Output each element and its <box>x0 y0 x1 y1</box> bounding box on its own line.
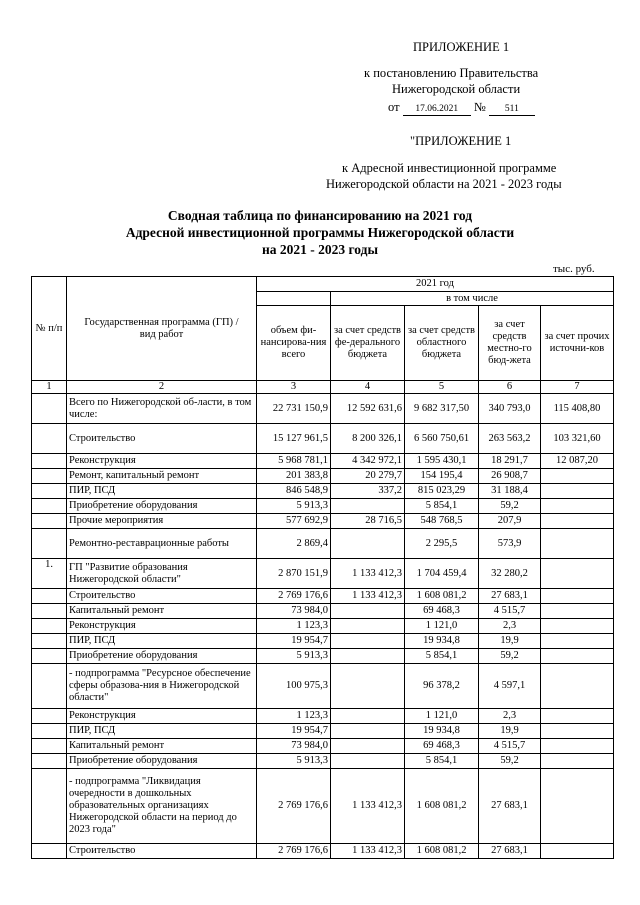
row-label: Приобретение оборудования <box>67 754 257 769</box>
col-number: 5 <box>405 381 479 394</box>
decree-number: 511 <box>489 103 535 116</box>
cell-total: 19 954,7 <box>257 724 331 739</box>
col-header-federal: за счет средств фе-дерального бюджета <box>331 306 405 381</box>
col-header-local: за счет средств местно-го бюд-жета <box>479 306 541 381</box>
row-num <box>32 514 67 529</box>
cell-other <box>541 469 614 484</box>
cell-local: 340 793,0 <box>479 394 541 424</box>
cell-local: 27 683,1 <box>479 844 541 859</box>
row-num <box>32 469 67 484</box>
row-label: ПИР, ПСД <box>67 724 257 739</box>
cell-regional: 96 378,2 <box>405 664 479 709</box>
cell-federal: 1 133 412,3 <box>331 844 405 859</box>
row-num <box>32 424 67 454</box>
cell-other <box>541 589 614 604</box>
cell-local: 207,9 <box>479 514 541 529</box>
doc-title-line3: на 2021 - 2023 годы <box>261 242 379 257</box>
col-header-spacer <box>257 292 331 306</box>
cell-total: 73 984,0 <box>257 604 331 619</box>
row-num <box>32 634 67 649</box>
cell-local: 32 280,2 <box>479 559 541 589</box>
cell-regional: 6 560 750,61 <box>405 424 479 454</box>
cell-other <box>541 514 614 529</box>
cell-federal <box>331 664 405 709</box>
cell-regional: 1 121,0 <box>405 619 479 634</box>
table-body <box>32 394 614 859</box>
row-label: Реконструкция <box>67 709 257 724</box>
table-row <box>32 754 614 769</box>
cell-regional: 19 934,8 <box>405 634 479 649</box>
table-row <box>32 649 614 664</box>
number-sign: № <box>473 100 486 114</box>
col-header-num: № п/п <box>32 277 67 381</box>
cell-local: 31 188,4 <box>479 484 541 499</box>
row-label: ГП "Развитие образования Нижегородской области" <box>67 559 257 589</box>
cell-regional: 5 854,1 <box>405 649 479 664</box>
cell-local: 27 683,1 <box>479 769 541 844</box>
cell-other <box>541 484 614 499</box>
cell-local: 59,2 <box>479 499 541 514</box>
col-number: 6 <box>479 381 541 394</box>
decree-date: 17.06.2021 <box>403 103 471 116</box>
table-row <box>32 634 614 649</box>
table-row <box>32 454 614 469</box>
cell-federal <box>331 739 405 754</box>
row-num <box>32 724 67 739</box>
cell-federal: 8 200 326,1 <box>331 424 405 454</box>
cell-local: 59,2 <box>479 754 541 769</box>
row-num <box>32 604 67 619</box>
col-header-year: 2021 год <box>257 277 614 292</box>
cell-regional: 1 608 081,2 <box>405 589 479 604</box>
decree-ref: к постановлению Правительства <box>364 66 539 80</box>
col-number: 4 <box>331 381 405 394</box>
cell-total: 1 123,3 <box>257 619 331 634</box>
cell-federal <box>331 529 405 559</box>
cell-regional: 5 854,1 <box>405 499 479 514</box>
row-label: Реконструкция <box>67 619 257 634</box>
cell-federal <box>331 499 405 514</box>
cell-regional: 1 121,0 <box>405 709 479 724</box>
row-label: ПИР, ПСД <box>67 484 257 499</box>
row-label: - подпрограмма "Ресурсное обеспечение сферы образова-ния в Нижегородской области" <box>67 664 257 709</box>
row-label: Приобретение оборудования <box>67 499 257 514</box>
cell-other <box>541 724 614 739</box>
table-row <box>32 619 614 634</box>
cell-local: 19,9 <box>479 634 541 649</box>
table-row <box>32 589 614 604</box>
table-row <box>32 739 614 754</box>
cell-total: 2 769 176,6 <box>257 844 331 859</box>
cell-total: 577 692,9 <box>257 514 331 529</box>
cell-local: 2,3 <box>479 619 541 634</box>
doc-title-line1: Сводная таблица по финансированию на 2021 год <box>167 208 473 223</box>
col-number: 3 <box>257 381 331 394</box>
date-prefix: от <box>388 100 400 114</box>
cell-other <box>541 754 614 769</box>
cell-federal: 1 133 412,3 <box>331 559 405 589</box>
cell-regional: 2 295,5 <box>405 529 479 559</box>
cell-other <box>541 844 614 859</box>
row-label: Строительство <box>67 589 257 604</box>
cell-other <box>541 739 614 754</box>
col-header-program: Государственная программа (ГП) / вид работ <box>67 277 257 381</box>
cell-other <box>541 664 614 709</box>
cell-regional: 69 468,3 <box>405 604 479 619</box>
cell-federal <box>331 634 405 649</box>
cell-total: 5 913,3 <box>257 499 331 514</box>
table-row <box>32 514 614 529</box>
col-header-regional: за счет средств областного бюджета <box>405 306 479 381</box>
cell-regional: 69 468,3 <box>405 739 479 754</box>
cell-other <box>541 604 614 619</box>
row-label: Капитальный ремонт <box>67 604 257 619</box>
cell-federal <box>331 649 405 664</box>
cell-regional: 1 595 430,1 <box>405 454 479 469</box>
row-num <box>32 709 67 724</box>
row-num <box>32 499 67 514</box>
row-label: Капитальный ремонт <box>67 739 257 754</box>
cell-federal: 4 342 972,1 <box>331 454 405 469</box>
row-num <box>32 769 67 844</box>
row-num <box>32 664 67 709</box>
cell-regional: 548 768,5 <box>405 514 479 529</box>
col-number: 7 <box>541 381 614 394</box>
table-row <box>32 724 614 739</box>
row-label: Строительство <box>67 844 257 859</box>
cell-local: 19,9 <box>479 724 541 739</box>
col-header-incl: в том числе <box>331 292 614 306</box>
cell-other <box>541 619 614 634</box>
cell-other <box>541 559 614 589</box>
row-num <box>32 649 67 664</box>
row-label: - подпрограмма "Ликвидация очередности в дошкольных образовательных организациях Нижегородской области на период до 2023 года" <box>67 769 257 844</box>
cell-total: 1 123,3 <box>257 709 331 724</box>
row-label: Реконструкция <box>67 454 257 469</box>
program-ref: к Адресной инвестиционной программе <box>342 161 557 175</box>
cell-total: 2 870 151,9 <box>257 559 331 589</box>
table-row <box>32 664 614 709</box>
cell-federal: 337,2 <box>331 484 405 499</box>
cell-local: 4 515,7 <box>479 604 541 619</box>
cell-other: 115 408,80 <box>541 394 614 424</box>
cell-federal: 28 716,5 <box>331 514 405 529</box>
col-number: 2 <box>67 381 257 394</box>
cell-local: 26 908,7 <box>479 469 541 484</box>
table-row <box>32 394 614 424</box>
cell-regional: 1 608 081,2 <box>405 844 479 859</box>
cell-local: 573,9 <box>479 529 541 559</box>
cell-other <box>541 769 614 844</box>
cell-regional: 154 195,4 <box>405 469 479 484</box>
col-header-total: объем фи-нансирова-ния всего <box>257 306 331 381</box>
cell-other <box>541 709 614 724</box>
cell-regional: 19 934,8 <box>405 724 479 739</box>
appendix-label: ПРИЛОЖЕНИЕ 1 <box>413 40 510 54</box>
row-label: Строительство <box>67 424 257 454</box>
cell-other <box>541 529 614 559</box>
cell-total: 5 913,3 <box>257 754 331 769</box>
cell-other: 12 087,20 <box>541 454 614 469</box>
cell-federal: 20 279,7 <box>331 469 405 484</box>
cell-total: 5 968 781,1 <box>257 454 331 469</box>
program-years: Нижегородской области на 2021 - 2023 годы <box>326 177 562 191</box>
table-row <box>32 424 614 454</box>
table-head <box>32 277 614 394</box>
row-num <box>32 589 67 604</box>
cell-local: 4 597,1 <box>479 664 541 709</box>
cell-federal <box>331 619 405 634</box>
cell-total: 15 127 961,5 <box>257 424 331 454</box>
financing-table <box>31 276 614 859</box>
units-label: тыс. руб. <box>553 263 595 275</box>
table-row <box>32 559 614 589</box>
row-label: Ремонт, капитальный ремонт <box>67 469 257 484</box>
cell-total: 201 383,8 <box>257 469 331 484</box>
col-header-other: за счет прочих источни-ков <box>541 306 614 381</box>
cell-regional: 815 023,29 <box>405 484 479 499</box>
row-num <box>32 754 67 769</box>
cell-federal <box>331 754 405 769</box>
col-number: 1 <box>32 381 67 394</box>
cell-local: 4 515,7 <box>479 739 541 754</box>
cell-local: 18 291,7 <box>479 454 541 469</box>
cell-local: 59,2 <box>479 649 541 664</box>
cell-total: 2 769 176,6 <box>257 769 331 844</box>
row-label: Приобретение оборудования <box>67 649 257 664</box>
row-num: 1. <box>32 559 67 589</box>
row-num <box>32 844 67 859</box>
row-num <box>32 619 67 634</box>
table-row <box>32 844 614 859</box>
doc-title-line2: Адресной инвестиционной программы Нижегородской области <box>125 225 515 240</box>
cell-federal <box>331 709 405 724</box>
cell-total: 2 769 176,6 <box>257 589 331 604</box>
cell-total: 2 869,4 <box>257 529 331 559</box>
cell-local: 27 683,1 <box>479 589 541 604</box>
cell-local: 2,3 <box>479 709 541 724</box>
cell-federal: 1 133 412,3 <box>331 589 405 604</box>
cell-regional: 9 682 317,50 <box>405 394 479 424</box>
cell-total: 846 548,9 <box>257 484 331 499</box>
cell-total: 73 984,0 <box>257 739 331 754</box>
row-label: ПИР, ПСД <box>67 634 257 649</box>
table-row <box>32 499 614 514</box>
cell-local: 263 563,2 <box>479 424 541 454</box>
table-row <box>32 604 614 619</box>
cell-other <box>541 499 614 514</box>
decree-region: Нижегородской области <box>392 82 521 96</box>
cell-federal <box>331 724 405 739</box>
row-num <box>32 739 67 754</box>
appendix-label-quoted: "ПРИЛОЖЕНИЕ 1 <box>410 134 512 148</box>
cell-other <box>541 634 614 649</box>
table-row <box>32 484 614 499</box>
decree-date-line <box>388 100 535 116</box>
row-num <box>32 484 67 499</box>
row-label: Ремонтно-реставрационные работы <box>67 529 257 559</box>
cell-federal: 1 133 412,3 <box>331 769 405 844</box>
table-row <box>32 709 614 724</box>
cell-regional: 1 704 459,4 <box>405 559 479 589</box>
cell-total: 100 975,3 <box>257 664 331 709</box>
cell-regional: 1 608 081,2 <box>405 769 479 844</box>
table-row <box>32 769 614 844</box>
row-num <box>32 454 67 469</box>
cell-other <box>541 649 614 664</box>
cell-federal <box>331 604 405 619</box>
cell-total: 22 731 150,9 <box>257 394 331 424</box>
row-num <box>32 529 67 559</box>
table-row <box>32 469 614 484</box>
row-label: Всего по Нижегородской об-ласти, в том числе: <box>67 394 257 424</box>
row-num <box>32 394 67 424</box>
cell-total: 19 954,7 <box>257 634 331 649</box>
cell-federal: 12 592 631,6 <box>331 394 405 424</box>
row-label: Прочие мероприятия <box>67 514 257 529</box>
cell-total: 5 913,3 <box>257 649 331 664</box>
table-row <box>32 529 614 559</box>
cell-other: 103 321,60 <box>541 424 614 454</box>
cell-regional: 5 854,1 <box>405 754 479 769</box>
